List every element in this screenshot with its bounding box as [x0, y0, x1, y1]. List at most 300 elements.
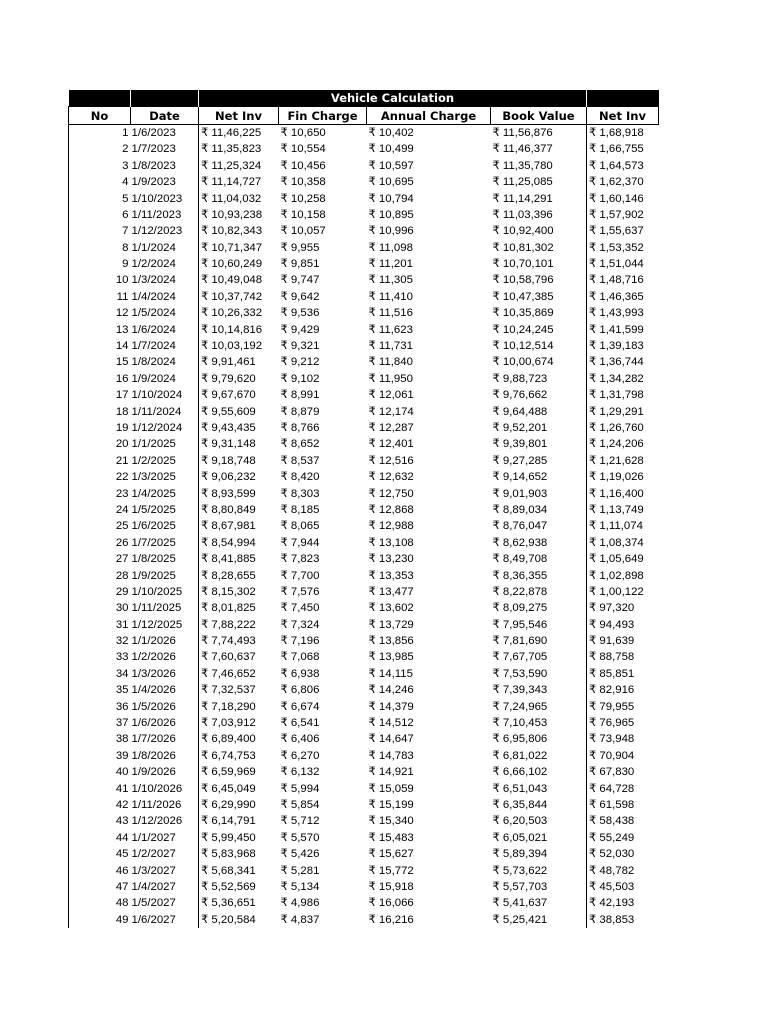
cell-fin-charge: ₹ 9,429 — [280, 323, 320, 336]
cell-annual-charge: ₹ 12,174 — [368, 405, 414, 418]
cell-book-value: ₹ 9,64,488 — [492, 405, 548, 418]
cell-annual-charge: ₹ 14,647 — [368, 733, 414, 746]
cell-fin-charge: ₹ 9,955 — [280, 241, 320, 254]
cell-date: 1/3/2024 — [131, 274, 176, 287]
title-spacer-right — [587, 90, 659, 107]
cell-no: 42 — [69, 797, 131, 813]
cell-net-inv: ₹ 11,35,823 — [199, 141, 279, 157]
cell-net-inv-2: ₹ 64,728 — [587, 780, 659, 796]
cell-no: 2 — [69, 141, 131, 157]
cell-date: 1/2/2025 — [131, 454, 176, 467]
cell-no: 25 — [69, 518, 131, 534]
cell-net-inv: ₹ 11,14,727 — [199, 174, 279, 190]
cell-net-inv-2: ₹ 1,68,918 — [587, 124, 659, 141]
cell-net-inv-2: ₹ 1,55,637 — [587, 223, 659, 239]
cell-no: 45 — [69, 846, 131, 862]
cell-fin-charge: ₹ 10,258 — [280, 192, 326, 205]
sheet-title: Vehicle Calculation — [199, 90, 587, 107]
cell-annual-charge: ₹ 13,985 — [368, 651, 414, 664]
cell-annual-charge: ₹ 14,115 — [368, 667, 413, 680]
cell-net-inv-2: ₹ 1,60,146 — [587, 190, 659, 206]
cell-net-inv-2: ₹ 61,598 — [587, 797, 659, 813]
table-row — [69, 780, 659, 796]
cell-book-value: ₹ 11,25,085 — [492, 176, 553, 189]
table-row — [69, 256, 659, 272]
table-row — [69, 190, 659, 206]
cell-book-value: ₹ 9,14,652 — [492, 471, 548, 484]
cell-net-inv: ₹ 5,52,569 — [199, 879, 279, 895]
table-row — [69, 584, 659, 600]
cell-annual-charge: ₹ 11,950 — [368, 372, 413, 385]
cell-annual-charge: ₹ 13,856 — [368, 635, 414, 648]
cell-book-value: ₹ 10,58,796 — [492, 274, 554, 287]
title-row — [69, 90, 659, 107]
cell-annual-charge: ₹ 15,199 — [368, 798, 414, 811]
cell-annual-charge: ₹ 10,794 — [368, 192, 414, 205]
cell-fin-charge: ₹ 5,994 — [280, 782, 320, 795]
cell-fin-charge: ₹ 5,854 — [280, 798, 320, 811]
cell-net-inv: ₹ 10,49,048 — [199, 272, 279, 288]
cell-book-value: ₹ 11,14,291 — [492, 192, 553, 205]
cell-fin-charge: ₹ 6,674 — [280, 700, 320, 713]
cell-net-inv-2: ₹ 94,493 — [587, 617, 659, 633]
cell-net-inv-2: ₹ 1,66,755 — [587, 141, 659, 157]
cell-no: 8 — [69, 240, 131, 256]
cell-book-value: ₹ 10,35,869 — [492, 307, 554, 320]
table-row — [69, 600, 659, 616]
cell-book-value: ₹ 7,81,690 — [492, 635, 548, 648]
cell-net-inv: ₹ 5,68,341 — [199, 862, 279, 878]
cell-no: 49 — [69, 912, 131, 928]
cell-net-inv-2: ₹ 88,758 — [587, 649, 659, 665]
cell-book-value: ₹ 11,35,780 — [492, 159, 553, 172]
cell-no: 24 — [69, 502, 131, 518]
cell-no: 48 — [69, 895, 131, 911]
cell-date: 1/10/2024 — [131, 389, 183, 402]
cell-annual-charge: ₹ 12,401 — [368, 438, 414, 451]
cell-no: 26 — [69, 535, 131, 551]
cell-fin-charge: ₹ 5,570 — [280, 831, 320, 844]
cell-date: 1/9/2026 — [131, 766, 176, 779]
cell-net-inv-2: ₹ 1,46,365 — [587, 289, 659, 305]
table-row — [69, 420, 659, 436]
cell-date: 1/12/2026 — [131, 815, 183, 828]
cell-net-inv: ₹ 5,99,450 — [199, 830, 279, 846]
cell-no: 47 — [69, 879, 131, 895]
cell-date: 1/7/2025 — [131, 536, 176, 549]
cell-net-inv-2: ₹ 73,948 — [587, 731, 659, 747]
cell-annual-charge: ₹ 13,108 — [368, 536, 414, 549]
cell-book-value: ₹ 7,39,343 — [492, 684, 548, 697]
cell-net-inv-2: ₹ 1,21,628 — [587, 453, 659, 469]
cell-annual-charge: ₹ 11,410 — [368, 290, 413, 303]
cell-no: 3 — [69, 158, 131, 174]
cell-fin-charge: ₹ 8,879 — [280, 405, 320, 418]
cell-no: 44 — [69, 830, 131, 846]
cell-no: 19 — [69, 420, 131, 436]
cell-date: 1/6/2024 — [131, 323, 176, 336]
cell-book-value: ₹ 6,95,806 — [492, 733, 548, 746]
cell-no: 20 — [69, 436, 131, 452]
cell-fin-charge: ₹ 7,196 — [280, 635, 320, 648]
cell-date: 1/5/2024 — [131, 307, 176, 320]
table-row — [69, 567, 659, 583]
cell-net-inv: ₹ 6,89,400 — [199, 731, 279, 747]
cell-no: 38 — [69, 731, 131, 747]
cell-fin-charge: ₹ 9,536 — [280, 307, 320, 320]
table-row — [69, 387, 659, 403]
cell-date: 1/5/2025 — [131, 503, 176, 516]
cell-date: 1/11/2024 — [131, 405, 182, 418]
cell-date: 1/6/2023 — [131, 126, 176, 139]
cell-net-inv: ₹ 8,28,655 — [199, 567, 279, 583]
cell-annual-charge: ₹ 13,353 — [368, 569, 414, 582]
cell-date: 1/8/2026 — [131, 749, 176, 762]
cell-fin-charge: ₹ 10,650 — [280, 126, 326, 139]
cell-no: 33 — [69, 649, 131, 665]
cell-date: 1/11/2026 — [131, 798, 182, 811]
table-row — [69, 321, 659, 337]
cell-date: 1/6/2026 — [131, 717, 176, 730]
cell-book-value: ₹ 8,62,938 — [492, 536, 548, 549]
cell-date: 1/6/2025 — [131, 520, 176, 533]
cell-net-inv: ₹ 10,60,249 — [199, 256, 279, 272]
cell-no: 30 — [69, 600, 131, 616]
cell-annual-charge: ₹ 13,602 — [368, 602, 414, 615]
cell-fin-charge: ₹ 5,281 — [280, 864, 320, 877]
header-row — [69, 107, 659, 124]
cell-book-value: ₹ 6,05,021 — [492, 831, 548, 844]
cell-annual-charge: ₹ 14,783 — [368, 749, 414, 762]
cell-no: 36 — [69, 698, 131, 714]
cell-annual-charge: ₹ 11,840 — [368, 356, 413, 369]
cell-net-inv-2: ₹ 1,29,291 — [587, 403, 659, 419]
cell-fin-charge: ₹ 9,747 — [280, 274, 320, 287]
cell-date: 1/4/2024 — [131, 290, 176, 303]
cell-fin-charge: ₹ 6,806 — [280, 684, 320, 697]
table-row — [69, 862, 659, 878]
cell-fin-charge: ₹ 9,212 — [280, 356, 320, 369]
table-row — [69, 502, 659, 518]
cell-net-inv-2: ₹ 85,851 — [587, 666, 659, 682]
table-row — [69, 633, 659, 649]
cell-date: 1/7/2026 — [131, 733, 176, 746]
cell-annual-charge: ₹ 11,623 — [368, 323, 413, 336]
cell-net-inv: ₹ 9,91,461 — [199, 354, 279, 370]
cell-annual-charge: ₹ 15,340 — [368, 815, 414, 828]
cell-net-inv-2: ₹ 1,53,352 — [587, 240, 659, 256]
cell-net-inv: ₹ 9,67,670 — [199, 387, 279, 403]
cell-annual-charge: ₹ 12,632 — [368, 471, 414, 484]
table-row — [69, 698, 659, 714]
table-row — [69, 846, 659, 862]
cell-fin-charge: ₹ 8,303 — [280, 487, 320, 500]
cell-no: 39 — [69, 748, 131, 764]
cell-fin-charge: ₹ 9,102 — [280, 372, 320, 385]
cell-net-inv: ₹ 8,01,825 — [199, 600, 279, 616]
cell-date: 1/9/2023 — [131, 176, 176, 189]
cell-fin-charge: ₹ 6,541 — [280, 717, 320, 730]
header-net-inv-2: Net Inv — [587, 107, 659, 124]
cell-no: 18 — [69, 403, 131, 419]
cell-no: 12 — [69, 305, 131, 321]
cell-no: 13 — [69, 321, 131, 337]
cell-annual-charge: ₹ 11,305 — [368, 274, 413, 287]
cell-net-inv: ₹ 8,67,981 — [199, 518, 279, 534]
table-row — [69, 354, 659, 370]
cell-net-inv: ₹ 9,06,232 — [199, 469, 279, 485]
cell-annual-charge: ₹ 14,246 — [368, 684, 414, 697]
cell-net-inv-2: ₹ 1,02,898 — [587, 567, 659, 583]
cell-net-inv-2: ₹ 1,24,206 — [587, 436, 659, 452]
cell-no: 17 — [69, 387, 131, 403]
table-row — [69, 207, 659, 223]
cell-fin-charge: ₹ 10,554 — [280, 143, 326, 156]
cell-fin-charge: ₹ 4,837 — [280, 913, 320, 926]
cell-date: 1/10/2023 — [131, 192, 183, 205]
header-annual-charge: Annual Charge — [367, 107, 491, 124]
cell-book-value: ₹ 8,09,275 — [492, 602, 548, 615]
table-row — [69, 895, 659, 911]
cell-fin-charge: ₹ 8,185 — [280, 503, 320, 516]
cell-book-value: ₹ 11,46,377 — [492, 143, 553, 156]
cell-book-value: ₹ 8,89,034 — [492, 503, 548, 516]
cell-fin-charge: ₹ 6,406 — [280, 733, 320, 746]
cell-fin-charge: ₹ 5,426 — [280, 848, 320, 861]
cell-net-inv-2: ₹ 79,955 — [587, 698, 659, 714]
header-fin-charge: Fin Charge — [279, 107, 367, 124]
cell-date: 1/7/2024 — [131, 340, 176, 353]
cell-net-inv: ₹ 6,14,791 — [199, 813, 279, 829]
cell-date: 1/9/2025 — [131, 569, 176, 582]
vehicle-calculation-table — [68, 90, 659, 928]
cell-fin-charge: ₹ 9,642 — [280, 290, 320, 303]
cell-book-value: ₹ 5,89,394 — [492, 848, 548, 861]
cell-net-inv-2: ₹ 82,916 — [587, 682, 659, 698]
cell-annual-charge: ₹ 12,750 — [368, 487, 414, 500]
table-row — [69, 141, 659, 157]
cell-annual-charge: ₹ 11,731 — [368, 340, 413, 353]
cell-fin-charge: ₹ 6,270 — [280, 749, 320, 762]
cell-net-inv-2: ₹ 1,64,573 — [587, 158, 659, 174]
cell-date: 1/3/2026 — [131, 667, 176, 680]
cell-net-inv: ₹ 9,18,748 — [199, 453, 279, 469]
cell-fin-charge: ₹ 10,158 — [280, 208, 326, 221]
cell-book-value: ₹ 9,52,201 — [492, 422, 548, 434]
cell-annual-charge: ₹ 10,695 — [368, 176, 414, 189]
cell-net-inv-2: ₹ 58,438 — [587, 813, 659, 829]
cell-net-inv: ₹ 9,43,435 — [199, 420, 279, 436]
cell-annual-charge: ₹ 10,402 — [368, 126, 414, 139]
cell-annual-charge: ₹ 11,201 — [368, 258, 413, 271]
cell-book-value: ₹ 5,25,421 — [492, 913, 548, 926]
cell-net-inv-2: ₹ 1,51,044 — [587, 256, 659, 272]
cell-net-inv: ₹ 10,03,192 — [199, 338, 279, 354]
cell-no: 27 — [69, 551, 131, 567]
header-date: Date — [131, 107, 199, 124]
cell-date: 1/7/2023 — [131, 143, 176, 156]
cell-fin-charge: ₹ 9,851 — [280, 258, 320, 271]
cell-date: 1/2/2026 — [131, 651, 176, 664]
cell-net-inv-2: ₹ 45,503 — [587, 879, 659, 895]
cell-book-value: ₹ 5,41,637 — [492, 897, 548, 910]
cell-book-value: ₹ 7,53,590 — [492, 667, 548, 680]
cell-book-value: ₹ 11,03,396 — [492, 208, 553, 221]
cell-annual-charge: ₹ 12,287 — [368, 422, 414, 434]
cell-date: 1/1/2025 — [131, 438, 176, 451]
cell-fin-charge: ₹ 8,652 — [280, 438, 320, 451]
cell-net-inv: ₹ 7,60,637 — [199, 649, 279, 665]
table-row — [69, 715, 659, 731]
cell-annual-charge: ₹ 11,098 — [368, 241, 413, 254]
cell-net-inv: ₹ 10,93,238 — [199, 207, 279, 223]
cell-fin-charge: ₹ 5,712 — [280, 815, 320, 828]
cell-book-value: ₹ 7,67,705 — [492, 651, 548, 664]
table-row — [69, 617, 659, 633]
cell-book-value: ₹ 8,36,355 — [492, 569, 548, 582]
cell-annual-charge: ₹ 15,059 — [368, 782, 414, 795]
cell-net-inv: ₹ 11,04,032 — [199, 190, 279, 206]
cell-net-inv: ₹ 6,59,969 — [199, 764, 279, 780]
table-row — [69, 453, 659, 469]
cell-fin-charge: ₹ 10,057 — [280, 225, 326, 238]
cell-net-inv-2: ₹ 1,00,122 — [587, 584, 659, 600]
cell-fin-charge: ₹ 7,576 — [280, 585, 320, 598]
cell-date: 1/12/2025 — [131, 618, 183, 631]
cell-book-value: ₹ 10,81,302 — [492, 241, 554, 254]
cell-fin-charge: ₹ 4,986 — [280, 897, 320, 910]
table-row — [69, 371, 659, 387]
table-row — [69, 682, 659, 698]
cell-no: 21 — [69, 453, 131, 469]
table-row — [69, 666, 659, 682]
cell-book-value: ₹ 9,27,285 — [492, 454, 548, 467]
cell-net-inv-2: ₹ 1,43,993 — [587, 305, 659, 321]
cell-no: 40 — [69, 764, 131, 780]
cell-date: 1/5/2026 — [131, 700, 176, 713]
cell-net-inv-2: ₹ 55,249 — [587, 830, 659, 846]
cell-fin-charge: ₹ 9,321 — [280, 340, 320, 353]
header-no: No — [69, 107, 131, 124]
cell-net-inv: ₹ 10,37,742 — [199, 289, 279, 305]
table-row — [69, 338, 659, 354]
cell-annual-charge: ₹ 10,499 — [368, 143, 414, 156]
cell-fin-charge: ₹ 10,358 — [280, 176, 326, 189]
cell-book-value: ₹ 10,92,400 — [492, 225, 554, 238]
cell-date: 1/3/2027 — [131, 864, 176, 877]
table-row — [69, 731, 659, 747]
cell-book-value: ₹ 5,57,703 — [492, 880, 548, 893]
cell-annual-charge: ₹ 16,216 — [368, 913, 414, 926]
cell-book-value: ₹ 6,20,503 — [492, 815, 548, 828]
cell-no: 46 — [69, 862, 131, 878]
cell-fin-charge: ₹ 8,537 — [280, 454, 320, 467]
cell-date: 1/4/2026 — [131, 684, 176, 697]
cell-book-value: ₹ 8,22,878 — [492, 585, 548, 598]
cell-net-inv: ₹ 7,32,537 — [199, 682, 279, 698]
cell-net-inv: ₹ 11,46,225 — [199, 124, 279, 141]
cell-fin-charge: ₹ 5,134 — [280, 880, 320, 893]
cell-net-inv-2: ₹ 76,965 — [587, 715, 659, 731]
cell-net-inv-2: ₹ 70,904 — [587, 748, 659, 764]
table-row — [69, 403, 659, 419]
cell-net-inv: ₹ 5,20,584 — [199, 912, 279, 928]
cell-no: 35 — [69, 682, 131, 698]
cell-book-value: ₹ 9,01,903 — [492, 487, 548, 500]
cell-net-inv: ₹ 10,14,816 — [199, 321, 279, 337]
cell-net-inv: ₹ 10,82,343 — [199, 223, 279, 239]
cell-no: 15 — [69, 354, 131, 370]
cell-no: 43 — [69, 813, 131, 829]
cell-no: 5 — [69, 190, 131, 206]
cell-date: 1/12/2024 — [131, 422, 183, 434]
cell-fin-charge: ₹ 7,068 — [280, 651, 320, 664]
cell-net-inv: ₹ 6,29,990 — [199, 797, 279, 813]
cell-no: 23 — [69, 485, 131, 501]
cell-net-inv: ₹ 9,55,609 — [199, 403, 279, 419]
table-row — [69, 158, 659, 174]
table-row — [69, 813, 659, 829]
table-row — [69, 535, 659, 551]
cell-date: 1/8/2025 — [131, 553, 176, 566]
title-spacer-left-2 — [131, 90, 199, 107]
cell-net-inv: ₹ 7,03,912 — [199, 715, 279, 731]
table-row — [69, 124, 659, 141]
cell-net-inv-2: ₹ 42,193 — [587, 895, 659, 911]
cell-no: 31 — [69, 617, 131, 633]
cell-book-value: ₹ 10,47,385 — [492, 290, 554, 303]
cell-no: 11 — [69, 289, 131, 305]
cell-book-value: ₹ 9,76,662 — [492, 389, 548, 402]
cell-book-value: ₹ 6,81,022 — [492, 749, 548, 762]
cell-net-inv-2: ₹ 1,08,374 — [587, 535, 659, 551]
cell-fin-charge: ₹ 8,420 — [280, 471, 320, 484]
cell-book-value: ₹ 10,70,101 — [492, 258, 554, 271]
cell-annual-charge: ₹ 14,379 — [368, 700, 414, 713]
cell-fin-charge: ₹ 8,065 — [280, 520, 320, 533]
table-row — [69, 912, 659, 928]
cell-date: 1/11/2023 — [131, 208, 182, 221]
table-row — [69, 830, 659, 846]
cell-date: 1/4/2025 — [131, 487, 176, 500]
cell-annual-charge: ₹ 15,772 — [368, 864, 414, 877]
cell-no: 29 — [69, 584, 131, 600]
cell-date: 1/2/2024 — [131, 258, 176, 271]
cell-date: 1/1/2027 — [131, 831, 176, 844]
cell-annual-charge: ₹ 11,516 — [368, 307, 413, 320]
cell-net-inv-2: ₹ 38,853 — [587, 912, 659, 928]
header-book-value: Book Value — [491, 107, 587, 124]
cell-net-inv: ₹ 6,74,753 — [199, 748, 279, 764]
table-row — [69, 289, 659, 305]
cell-date: 1/8/2023 — [131, 159, 176, 172]
cell-net-inv-2: ₹ 1,31,798 — [587, 387, 659, 403]
title-spacer-left — [69, 90, 131, 107]
table-row — [69, 485, 659, 501]
cell-book-value: ₹ 10,24,245 — [492, 323, 554, 336]
cell-date: 1/1/2024 — [131, 241, 176, 254]
cell-net-inv: ₹ 7,18,290 — [199, 698, 279, 714]
cell-date: 1/10/2025 — [131, 585, 183, 598]
cell-date: 1/12/2023 — [131, 225, 183, 238]
cell-no: 41 — [69, 780, 131, 796]
cell-no: 6 — [69, 207, 131, 223]
cell-net-inv: ₹ 7,88,222 — [199, 617, 279, 633]
cell-net-inv: ₹ 11,25,324 — [199, 158, 279, 174]
cell-no: 4 — [69, 174, 131, 190]
cell-annual-charge: ₹ 14,512 — [368, 717, 414, 730]
cell-net-inv-2: ₹ 1,57,902 — [587, 207, 659, 223]
